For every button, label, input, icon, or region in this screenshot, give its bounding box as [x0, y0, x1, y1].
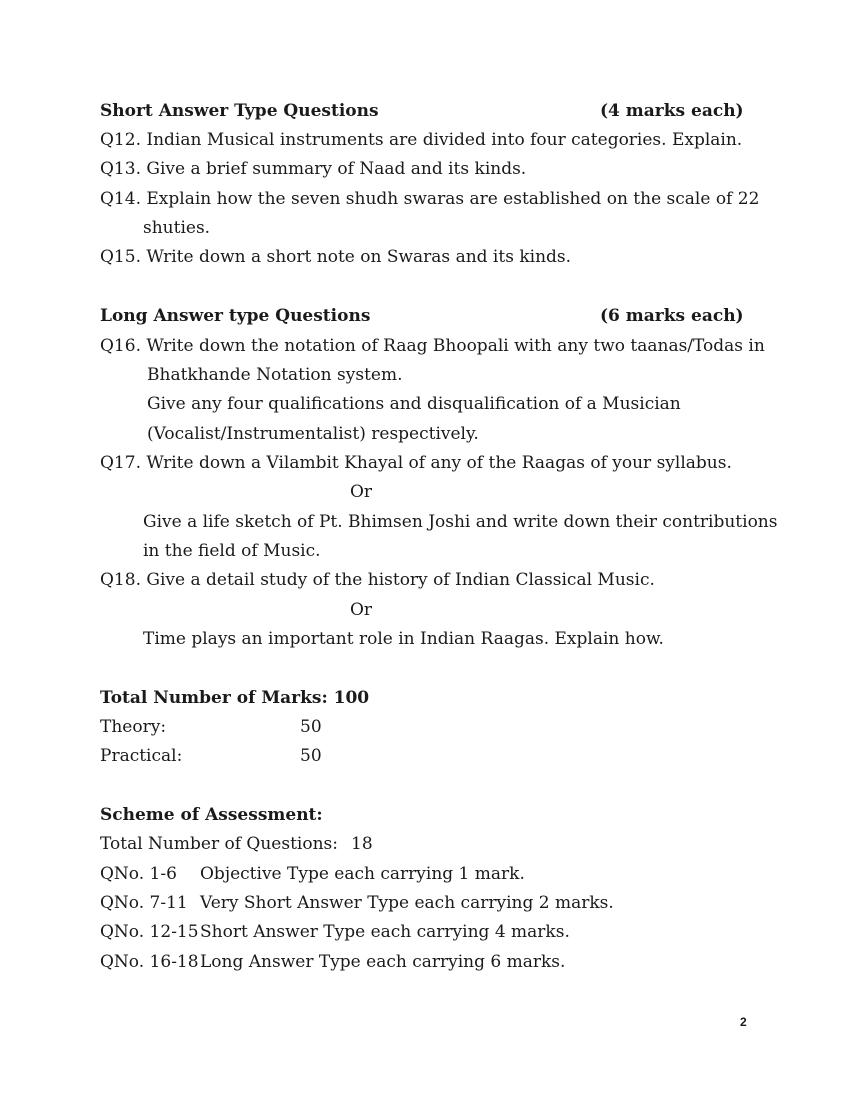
- question-line: Give a life sketch of Pt. Bhimsen Joshi and write down their contributions: [143, 512, 778, 532]
- question-line: Q14. Explain how the seven shudh swaras are established on the scale of 22: [100, 189, 760, 209]
- scheme-desc: Objective Type each carrying 1 mark.: [200, 864, 525, 884]
- or-separator: Or: [350, 600, 373, 620]
- scheme-qno: QNo. 7-11: [100, 893, 188, 913]
- total-questions-row: [100, 834, 373, 854]
- practical-row: [100, 746, 322, 766]
- question-line: Time plays an important role in Indian Raagas. Explain how.: [143, 629, 664, 649]
- question-line: in the field of Music.: [143, 541, 321, 561]
- scheme-heading: Scheme of Assessment:: [100, 805, 323, 825]
- scheme-qno: QNo. 1-6: [100, 864, 177, 884]
- question-line: Q15. Write down a short note on Swaras and its kinds.: [100, 247, 572, 267]
- scheme-row: [100, 952, 566, 972]
- total-questions-value: 18: [351, 834, 373, 854]
- scheme-desc: Long Answer Type each carrying 6 marks.: [200, 952, 566, 972]
- question-line: Q12. Indian Musical instruments are divided into four categories. Explain.: [100, 130, 743, 150]
- total-marks-heading: Total Number of Marks: 100: [100, 688, 370, 708]
- theory-label: Theory:: [100, 717, 167, 737]
- short-answer-marks: (4 marks each): [600, 101, 744, 121]
- scheme-row: [100, 864, 525, 884]
- long-answer-heading: Long Answer type Questions: [100, 306, 371, 326]
- scheme-row: [100, 893, 614, 913]
- scheme-qno: QNo. 12-15: [100, 922, 199, 942]
- short-answer-heading: Short Answer Type Questions: [100, 101, 379, 121]
- question-line: shuties.: [143, 218, 211, 238]
- question-line: Give any four qualifications and disqualification of a Musician: [147, 394, 681, 414]
- question-line: Q13. Give a brief summary of Naad and its kinds.: [100, 159, 527, 179]
- scheme-row: [100, 922, 570, 942]
- long-answer-marks: (6 marks each): [600, 306, 744, 326]
- question-line: Q17. Write down a Vilambit Khayal of any of the Raagas of your syllabus.: [100, 453, 732, 473]
- theory-value: 50: [300, 717, 322, 737]
- question-line: Q16. Write down the notation of Raag Bhoopali with any two taanas/Todas in: [100, 336, 765, 356]
- scheme-qno: QNo. 16-18: [100, 952, 199, 972]
- scheme-desc: Very Short Answer Type each carrying 2 marks.: [200, 893, 614, 913]
- page-number: 2: [740, 1015, 747, 1029]
- total-questions-label: Total Number of Questions:: [100, 834, 338, 854]
- practical-value: 50: [300, 746, 322, 766]
- question-line: (Vocalist/Instrumentalist) respectively.: [147, 424, 479, 444]
- theory-row: [100, 717, 322, 737]
- question-line: Q18. Give a detail study of the history of Indian Classical Music.: [100, 570, 655, 590]
- scheme-desc: Short Answer Type each carrying 4 marks.: [200, 922, 570, 942]
- question-line: Bhatkhande Notation system.: [147, 365, 403, 385]
- practical-label: Practical:: [100, 746, 183, 766]
- or-separator: Or: [350, 482, 373, 502]
